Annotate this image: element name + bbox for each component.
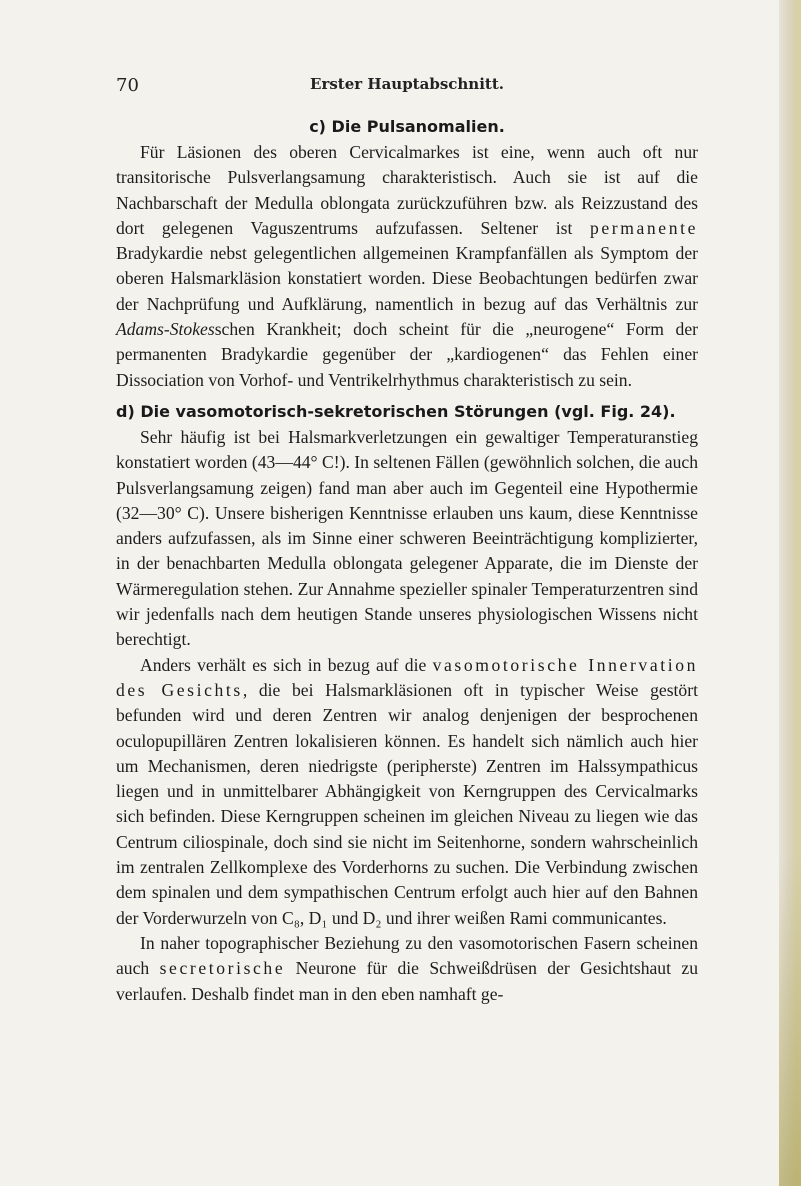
text-run: Für Läsionen des oberen Cervicalmarkes ist eine, wenn auch oft nur transitorische Pulsverlangsamung charakteristisch. Auch sie ist auf die Nachbarschaft der Medulla oblongata zurückzuführen bzw. als Reizzustand des dort gelegenen Vaguszentrums aufzufassen. Seltener ist [116,142,698,238]
text-run: schen Krankheit; doch scheint für die „neurogene“ Form der permanenten Bradykardie gegenüber der „kardiogenen“ das Fehlen einer Dissociation von Vorhof- und Ventrikelrhythmus charakteristisch zu sein. [116,319,698,390]
italic-adams-stokes: Adams-Stokes [116,319,215,340]
emphasis-permanente: permanente [589,217,698,238]
page-number: 70 [116,75,139,96]
paragraph-temperatur: Sehr häufig ist bei Halsmarkverletzungen ein gewaltiger Temperaturanstieg konstatiert worden (43—44° C!). In seltenen Fällen (gewöhnlich solchen, die auch Pulsverlangsamung zeigen) fand man aber auch im Gegenteil eine Hypothermie (32—30° C). Unsere bisherigen Kenntnisse erlauben uns kaum, diese Kenntnisse anders aufzufassen, als im Sinne einer schweren Beeinträchtigung komplizierter, in der benachbarten Medulla oblongata gelegener Apparate, die im Dienste der Wärmeregulation stehen. Zur Annahme spezieller spinaler Temperaturzentren sind wir jedenfalls nach dem heutigen Stande unseres physiologischen Wissens nicht berechtigt. [116,426,698,650]
emphasis-vasomotorische-innervation: vasomotorische Innervation des Gesichts [116,654,698,700]
section-heading-pulsanomalien: c) Die Pulsanomalien. [309,117,505,136]
text-run: Anders verhält es sich in bezug auf die [140,654,433,675]
text-run: , die bei Halsmarkläsionen oft in typischer Weise gestört befunden wird und deren Zentren wir analog denjenigen der besprochenen oculopupillären Zentren lokalisieren können. Es handelt sich nämlich auch hier um Mechanismen, deren niedrigste (peripherste) Zentren im Halssympathicus liegen und in unmittelbarer Abhängigkeit von Kerngruppen des Cervicalmarks sich befinden. Diese Kerngruppen scheinen im gleichen Niveau zu liegen wie das Centrum ciliospinale, doch sind sie nicht im Seitenhorne, sondern wahrscheinlich im zentralen Zellkomplexe des Vorderhorns zu suchen. Die Verbindung zwischen dem spinalen und dem sympathischen Centrum erfolgt auch hier auf den Bahnen der Vorderwurzeln von C₈, D₁ und D₂ und ihrer weißen Rami communicantes. [116,679,698,928]
paragraph-secretorisch [116,931,698,1007]
running-head: Erster Hauptabschnitt. [310,75,504,93]
paragraph-pulsanomalien [116,140,698,393]
text-run: Neurone für die Schweißdrüsen der Gesichtshaut zu verlaufen. Deshalb findet man in den eben namhaft ge- [116,958,698,1004]
paragraph-innervation [116,653,698,931]
page-body [116,114,698,1007]
emphasis-secretorische: secretorische [159,958,286,979]
page-header [116,75,698,99]
text-run: In naher topographischer Beziehung zu den vasomotorischen Fasern scheinen auch [116,932,698,979]
text-run: Bradykardie nebst gelegentlichen allgemeinen Krampfanfällen als Symptom der oberen Halsmarkläsion konstatiert worden. Diese Beobachtungen bedürfen zwar der Nachprüfung und Aufklärung, namentlich in bezug auf das Verhältnis zur [116,243,698,314]
section-heading-vasomotorisch: d) Die vasomotorisch-sekretorischen Störungen (vgl. Fig. 24). [116,401,676,421]
page-edge-shadow [779,856,801,1186]
